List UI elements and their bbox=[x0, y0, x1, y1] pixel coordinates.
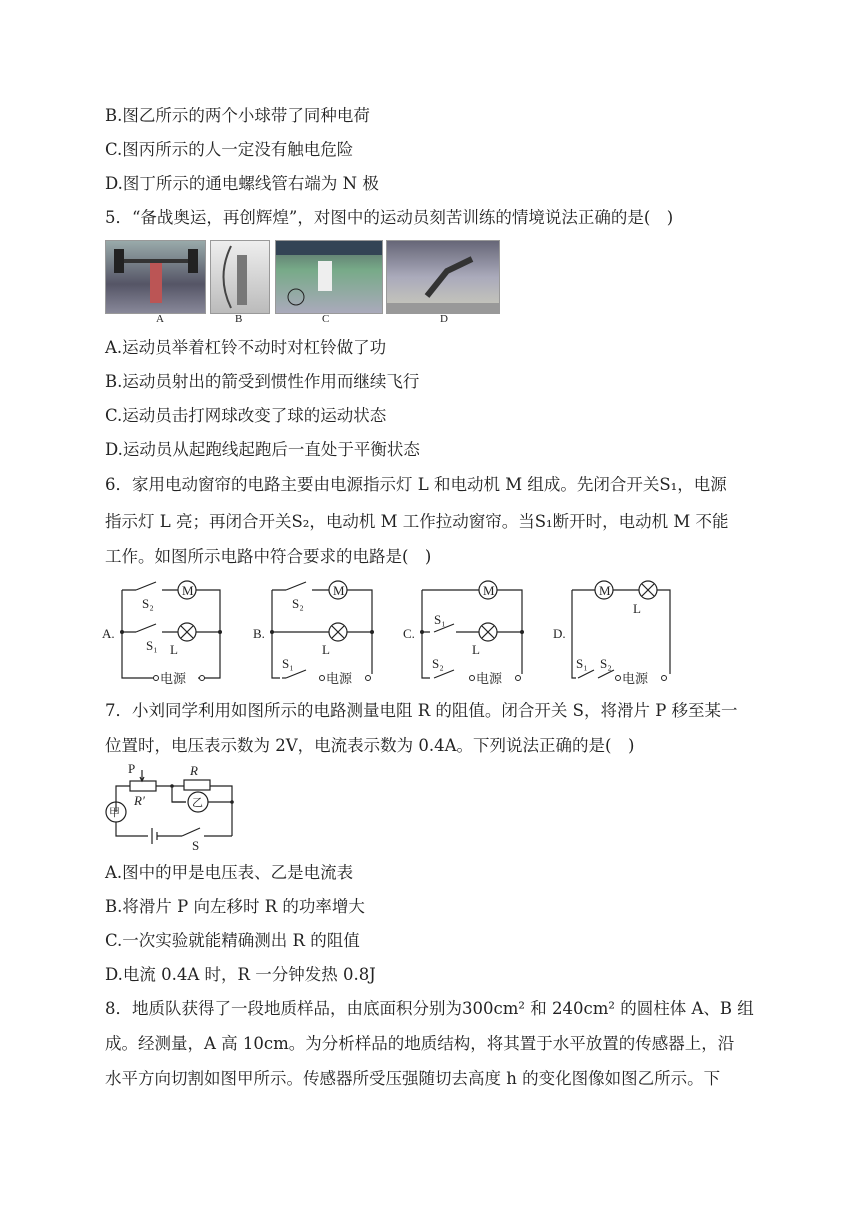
switch-s-label: S bbox=[192, 838, 200, 852]
q5-option-a: A.运动员举着杠铃不动时对杠铃做了功 bbox=[105, 338, 387, 357]
lamp-d: L bbox=[633, 601, 641, 616]
q8-line-3: 水平方向切割如图甲所示。传感器所受压强随切去高度 h 的变化图像如图乙所示。下 bbox=[105, 1069, 721, 1088]
motor-d: M bbox=[599, 583, 611, 598]
source-a: 电源 bbox=[160, 671, 187, 686]
tennis-player-image bbox=[276, 241, 382, 313]
s1-c: S₁ bbox=[434, 612, 446, 627]
photo-label-c: C bbox=[322, 313, 330, 325]
sprint-photo bbox=[386, 240, 500, 314]
q5-option-d: D.运动员从起跑线起跑后一直处于平衡状态 bbox=[105, 440, 420, 459]
s1-a: S₁ bbox=[146, 638, 158, 653]
q5-option-b: B.运动员射出的箭受到惯性作用而继续飞行 bbox=[105, 372, 420, 391]
archery-photo bbox=[210, 240, 270, 314]
q5-stem: 5．“备战奥运，再创辉煌”，对图中的运动员刻苦训练的情境说法正确的是( ) bbox=[105, 208, 674, 227]
s2-d: S₂ bbox=[600, 656, 612, 671]
slider-p-label: P bbox=[128, 762, 136, 776]
weightlifting-photo bbox=[105, 240, 206, 314]
meter-jia-label: 甲 bbox=[109, 807, 120, 819]
q7-line-1: 7．小刘同学利用如图所示的电路测量电阻 R 的阻值。闭合开关 S，将滑片 P 移至某一 bbox=[105, 701, 738, 720]
resistor-r-label: R bbox=[190, 763, 198, 778]
circuit-label-a: A. bbox=[102, 626, 115, 641]
source-b: 电源 bbox=[326, 671, 353, 686]
q4-option-c: C.图丙所示的人一定没有触电危险 bbox=[105, 140, 354, 159]
motor-c: M bbox=[483, 583, 495, 598]
archer-image bbox=[211, 241, 269, 313]
q4-option-d: D.图丁所示的通电螺线管右端为 N 极 bbox=[105, 174, 379, 193]
q8-line-1: 8．地质队获得了一段地质样品，由底面积分别为300cm² 和 240cm² 的圆柱体 A、B 组 bbox=[105, 999, 754, 1018]
circuit-label-c: C. bbox=[403, 626, 415, 641]
q7-option-d: D.电流 0.4A 时，R 一分钟发热 0.8J bbox=[105, 965, 376, 984]
q7-line-2: 位置时，电压表示数为 2V，电流表示数为 0.4A。下列说法正确的是( ) bbox=[105, 736, 635, 755]
q7-option-c: C.一次实验就能精确测出 R 的阻值 bbox=[105, 931, 360, 950]
q4-option-b: B.图乙所示的两个小球带了同种电荷 bbox=[105, 106, 370, 125]
source-c: 电源 bbox=[476, 671, 503, 686]
source-d: 电源 bbox=[622, 671, 649, 686]
photo-label-b: B bbox=[235, 313, 243, 325]
s2-c: S₂ bbox=[432, 656, 444, 671]
photo-label-d: D bbox=[440, 313, 448, 325]
lamp-a: L bbox=[170, 642, 178, 657]
q6-line-2: 指示灯 L 亮；再闭合开关S₂，电动机 M 工作拉动窗帘。当S₁断开时，电动机 M 不能 bbox=[105, 512, 729, 531]
s2-b: S₂ bbox=[292, 596, 304, 611]
s1-b: S₁ bbox=[282, 656, 294, 671]
s2-a: S₂ bbox=[142, 596, 154, 611]
q7-option-b: B.将滑片 P 向左移时 R 的功率增大 bbox=[105, 897, 365, 916]
motor-b: M bbox=[333, 583, 345, 598]
circuit-label-d: D. bbox=[553, 626, 566, 641]
q6-circuits bbox=[100, 576, 700, 688]
sprinter-image bbox=[387, 241, 499, 313]
q7-option-a: A.图中的甲是电压表、乙是电流表 bbox=[105, 863, 354, 882]
q5-option-c: C.运动员击打网球改变了球的运动状态 bbox=[105, 406, 387, 425]
circuit-label-b: B. bbox=[253, 626, 265, 641]
lamp-b: L bbox=[322, 642, 330, 657]
weightlifter-image bbox=[106, 241, 205, 313]
q6-line-1: 6．家用电动窗帘的电路主要由电源指示灯 L 和电动机 M 组成。先闭合开关S₁，电源 bbox=[105, 475, 727, 494]
q6-line-3: 工作。如图所示电路中符合要求的电路是( ) bbox=[105, 547, 432, 566]
photo-label-a: A bbox=[156, 313, 164, 325]
tennis-photo bbox=[275, 240, 383, 314]
s1-d: S₁ bbox=[576, 656, 588, 671]
q7-circuit bbox=[100, 762, 240, 852]
q8-line-2: 成。经测量，A 高 10cm。为分析样品的地质结构，将其置于水平放置的传感器上，沿 bbox=[105, 1034, 735, 1053]
motor-a: M bbox=[182, 583, 194, 598]
meter-yi-label: 乙 bbox=[192, 797, 203, 809]
lamp-c: L bbox=[472, 642, 480, 657]
rheostat-label: R′ bbox=[134, 793, 145, 808]
